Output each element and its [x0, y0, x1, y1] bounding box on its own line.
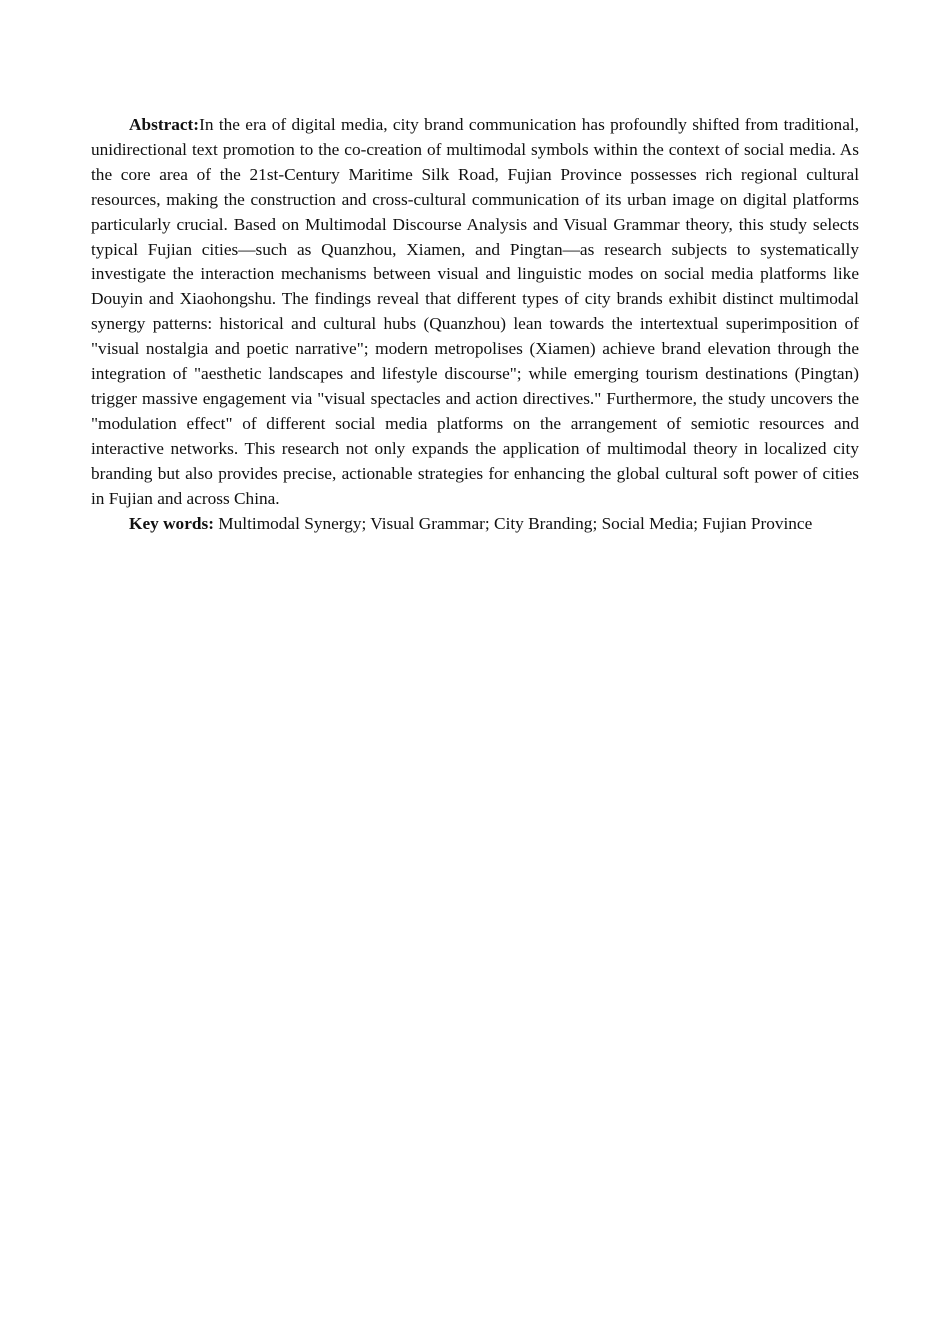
keywords-text: Multimodal Synergy; Visual Grammar; City Branding; Social Media; Fujian Province — [213, 513, 813, 533]
abstract-label: Abstract: — [129, 115, 200, 134]
abstract-section — [91, 113, 859, 536]
abstract-text: In the era of digital media, city brand communication has profoundly shifted from traditional, unidirectional text promotion to the co-creation of multimodal symbols within the context of social media. As the core area of the 21st-Century Maritime Silk Road, Fujian Province possesses rich regional cultural resources, making the construction and cross-cultural communication of its urban image on digital platforms particularly crucial. Based on Multimodal Discourse Analysis and Visual Grammar theory, this study selects typical Fujian cities—such as Quanzhou, Xiamen, and Pingtan—as research subjects to systematically investigate the interaction mechanisms between visual and linguistic modes on social media platforms like Douyin and Xiaohongshu. The findings reveal that different types of city brands exhibit distinct multimodal synergy patterns: historical and cultural hubs (Quanzhou) lean towards the intertextual superimposition of "visual nostalgia and poetic narrative"; modern metropolises (Xiamen) achieve brand elevation through the integration of "aesthetic landscapes and lifestyle discourse"; while emerging tourism destinations (Pingtan) trigger massive engagement via "visual spectacles and action directives." Furthermore, the study uncovers the "modulation effect" of different social media platforms on the arrangement of semiotic resources and interactive networks. This research not only expands the application of multimodal theory in localized city branding but also provides precise, actionable strategies for enhancing the global cultural soft power of cities in Fujian and across China. — [91, 115, 859, 508]
keywords-paragraph — [91, 512, 859, 537]
keywords-label: Key words: — [129, 513, 214, 533]
abstract-paragraph — [91, 113, 859, 512]
